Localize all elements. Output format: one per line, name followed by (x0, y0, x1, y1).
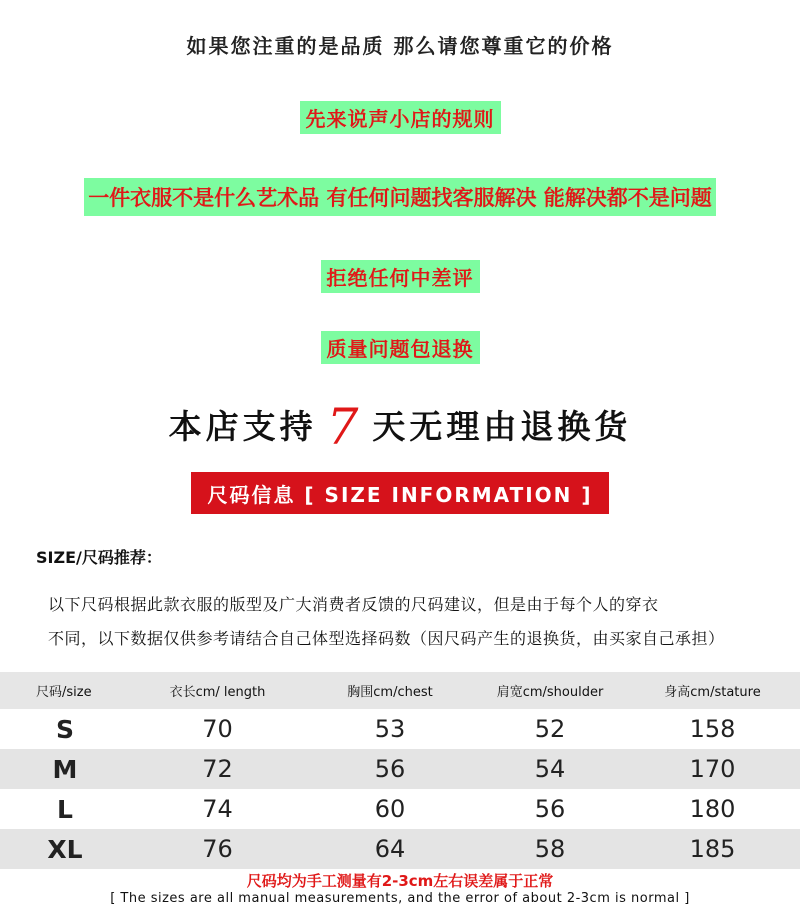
cell-shoulder: 52 (534, 715, 566, 743)
cell-size: L (57, 794, 73, 824)
cell-shoulder: 54 (475, 749, 625, 789)
cell-chest: 60 (374, 795, 406, 823)
rules-line-3: 质量问题包退换 (321, 331, 480, 364)
cell-length: 76 (130, 829, 305, 869)
size-note-line-2: 不同，以下数据仅供参考请结合自己体型选择码数（因尺码产生的退换货，由买家自己承担） (48, 629, 725, 648)
rules-line-2: 拒绝任何中差评 (321, 260, 480, 293)
table-row (0, 749, 800, 789)
cell-length: 72 (130, 749, 305, 789)
policy-number: 7 (326, 398, 363, 456)
cell-chest: 64 (305, 829, 475, 869)
cell-size: M (0, 749, 130, 789)
header-shoulder: 肩宽cm/shoulder (475, 672, 625, 709)
cell-stature: 158 (689, 715, 736, 743)
rules-line-1: 一件衣服不是什么艺术品 有任何问题找客服解决 能解决都不是问题 (84, 178, 716, 216)
size-note-line-1: 以下尺码根据此款衣服的版型及广大消费者反馈的尺码建议，但是由于每个人的穿衣 (48, 595, 659, 614)
size-recommend-title: SIZE/尺码推荐： (36, 548, 162, 567)
header-size: 尺码/size (0, 672, 130, 709)
rules-line3-wrap (0, 331, 800, 364)
footer-note-cn: 尺码均为手工测量有2-3cm左右误差属于正常 (246, 872, 554, 890)
policy-after: 天无理由退换货 (372, 407, 632, 446)
header-length: 衣长cm/ length (130, 672, 305, 709)
table-row (0, 789, 800, 829)
footer-note-en: [ The sizes are all manual measurements, and the error of about 2-3cm is normal ] (110, 891, 690, 906)
cell-stature: 180 (689, 795, 736, 823)
cell-length: 70 (202, 715, 233, 743)
rules-title: 先来说声小店的规则 (300, 101, 501, 134)
cell-size: XL (0, 829, 130, 869)
cell-shoulder: 56 (534, 795, 566, 823)
rules-line2-wrap (0, 260, 800, 293)
policy-before: 本店支持 (168, 407, 317, 446)
size-info-banner: 尺码信息 [ SIZE INFORMATION ] (191, 472, 609, 514)
cell-stature: 185 (625, 829, 800, 869)
size-table-header (0, 672, 800, 709)
cell-size: S (55, 714, 74, 744)
rules-line1-wrap (0, 178, 800, 216)
header-chest: 胸围cm/chest (305, 672, 475, 709)
cell-chest: 56 (305, 749, 475, 789)
table-row (0, 709, 800, 749)
cell-length: 74 (202, 795, 233, 823)
header-stature: 身高cm/stature (625, 672, 800, 709)
cell-stature: 170 (625, 749, 800, 789)
cell-chest: 53 (374, 715, 406, 743)
return-policy (0, 398, 800, 456)
page-heading: 如果您注重的是品质 那么请您尊重它的价格 (186, 34, 614, 58)
rules-title-wrap (0, 101, 800, 134)
cell-shoulder: 58 (475, 829, 625, 869)
size-table (0, 672, 800, 869)
table-row (0, 829, 800, 869)
